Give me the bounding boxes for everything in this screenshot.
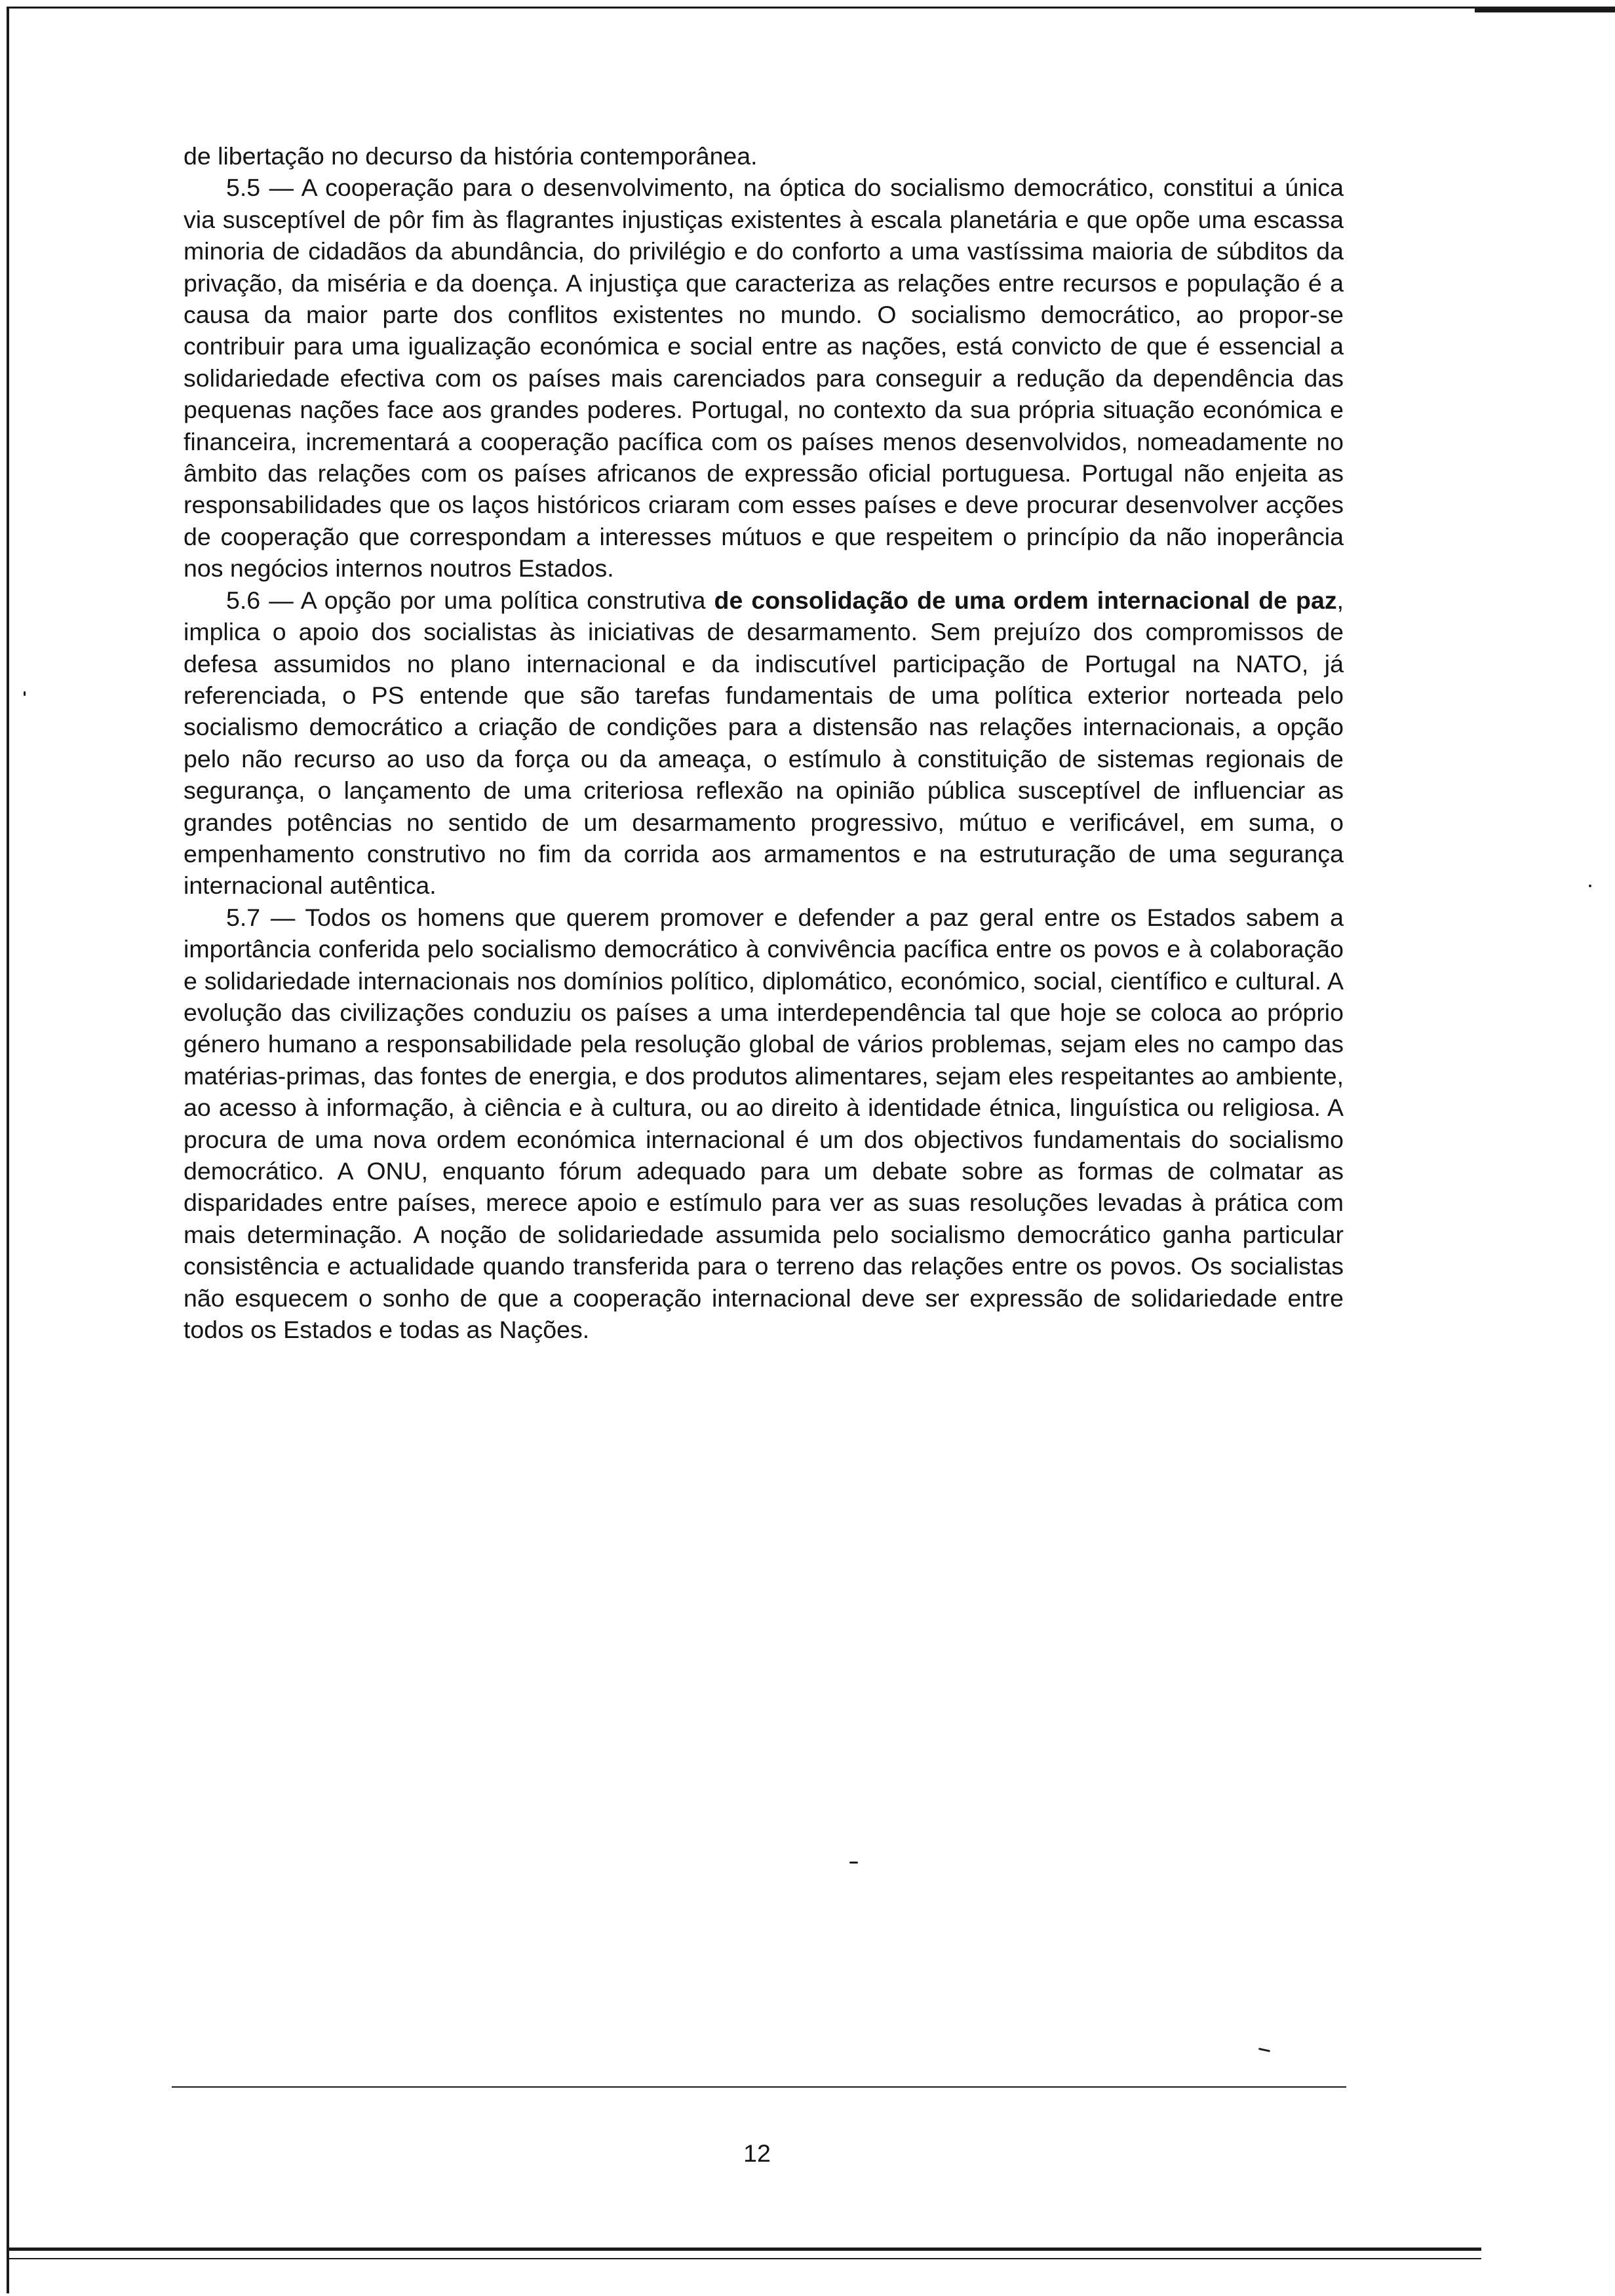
paragraph	[184, 140, 1344, 172]
page-number: 12	[743, 2139, 771, 2167]
paragraph-text: 5.5 — A cooperação para o desenvolvimento, na óptica do socialismo democrático, constitui a única via susceptível de pôr fim às flagrantes injustiças existentes à escala planetária e que opõe uma escassa minoria de cidadãos da abundância, do privilégio e do conforto a uma vastíssima maioria de súbditos da privação, da miséria e da doença. A injustiça que caracteriza as relações entre recursos e população é a causa da maior parte dos conflitos existentes no mundo. O socialismo democrático, ao propor-se contribuir para uma igualização económica e social entre as nações, está convicto de que é essencial a solidariedade efectiva com os países mais carenciados para conseguir a redução da dependência das pequenas nações face aos grandes poderes. Portugal, no contexto da sua própria situação económica e financeira, incrementará a cooperação pacífica com os países menos desenvolvidos, nomeadamente no âmbito das relações com os países africanos de expressão oficial portuguesa. Portugal não enjeita as responsabilidades que os laços históricos criaram com esses países e deve procurar desenvolver acções de cooperação que correspondam a interesses mútuos e que respeitem o princípio da não inoperância nos negócios internos noutros Estados.	[184, 174, 1344, 583]
paragraph	[184, 172, 1344, 584]
page-left-border	[7, 7, 9, 2293]
paragraph-text: 5.7 — Todos os homens que querem promover e defender a paz geral entre os Estados sabem a importância conferida pelo socialismo democrático à convivência pacífica entre os povos e à colaboração e solidariedade internacionais nos domínios político, diplomático, económico, social, científico e cultural. A evolução das civilizações conduziu os países a uma interdependência tal que hoje se coloca ao próprio género humano a responsabilidade pela resolução global de vários problemas, sejam eles no campo das matérias-primas, das fontes de energia, e dos produtos alimentares, sejam eles respeitantes ao ambiente, ao acesso à informação, à ciência e à cultura, ou ao direito à identidade étnica, linguística ou religiosa. A procura de uma nova ordem económica internacional é um dos objectivos fundamentais do socialismo democrático. A ONU, enquanto fórum adequado para um debate sobre as formas de colmatar as disparidades entre países, merece apoio e estímulo para ver as suas resoluções levadas à prática com mais determinação. A noção de solidariedade assumida pelo socialismo democrático ganha particular consistência e actualidade quando transferida para o terreno das relações entre os povos. Os socialistas não esquecem o sonho de que a cooperação internacional deve ser expressão de solidariedade entre todos os Estados e todas as Nações.	[184, 903, 1344, 1344]
paragraph	[184, 584, 1344, 902]
page-top-border	[7, 7, 1481, 9]
footer-rule	[172, 2086, 1346, 2088]
page-top-border-thick	[1475, 7, 1615, 12]
bold-text: de consolidação de uma ordem internacional de paz	[714, 586, 1337, 614]
scan-speck	[1258, 2048, 1270, 2052]
paragraph-text: 5.6 — A opção por uma política construtiva	[226, 586, 714, 614]
page-bottom-border-thin	[7, 2258, 1481, 2259]
page-bottom-border	[7, 2248, 1481, 2251]
scan-speck	[1589, 885, 1591, 887]
paragraph	[184, 902, 1344, 1346]
paragraph-text: de libertação no decurso da história contemporânea.	[184, 142, 758, 170]
scan-speck	[849, 1862, 858, 1864]
paragraph-text: , implica o apoio dos socialistas às iniciativas de desarmamento. Sem prejuízo dos compromissos de defesa assumidos no plano internacional e da indiscutível participação de Portugal na NATO, já referenciada, o PS entende que são tarefas fundamentais de uma política exterior norteada pelo socialismo democrático a criação de condições para a distensão nas relações internacionais, a opção pelo não recurso ao uso da força ou da ameaça, o estímulo à constituição de sistemas regionais de segurança, o lançamento de uma criteriosa reflexão na opinião pública susceptível de influenciar as grandes potências no sentido de um desarmamento progressivo, mútuo e verificável, em suma, o empenhamento construtivo no fim da corrida aos armamentos e na estruturação de uma segurança internacional autêntica.	[184, 586, 1344, 900]
document-body	[184, 140, 1344, 1345]
scan-speck	[24, 691, 26, 696]
